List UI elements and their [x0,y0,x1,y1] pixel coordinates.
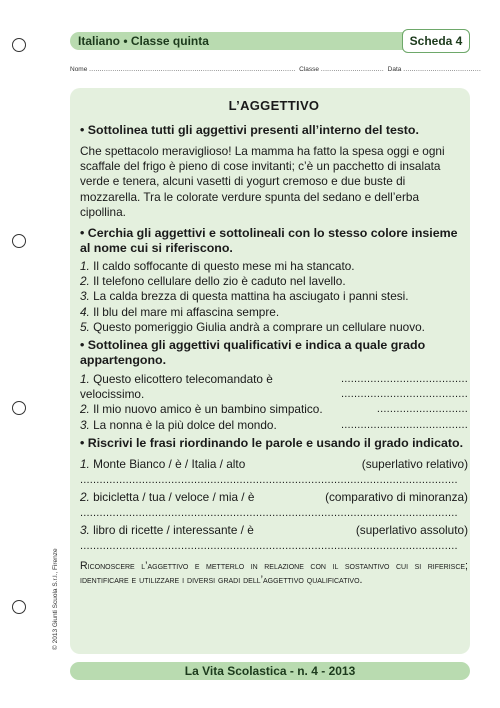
list-item: 1. Il caldo soffocante di questo mese mi ha stancato. [80,259,355,274]
exercise-2-instruction: • Cerchia gli aggettivi e sottolineali con lo stesso colore insieme al nome cui si riferiscono. [80,226,458,256]
list-item: 1. Monte Bianco / è / Italia / alto (superlativo relativo) [80,456,468,471]
list-item: 3. libro di ricette / interessante / è (superlativo assoluto) [80,523,468,538]
answer-line[interactable]: .................................................................................................................... [80,540,458,553]
class-label: Classe [299,66,320,73]
answer-line[interactable]: ....................................... [341,418,468,431]
class-field[interactable]: .............................. [320,66,385,73]
exercise-3-list [80,372,468,433]
name-label: Nome [70,66,88,73]
list-item: 3. La nonna è la più dolce del mondo. ....................................... [80,417,468,432]
name-field[interactable]: .................................................................................................. [89,66,296,73]
list-item: 4. Il blu del mare mi affascina sempre. [80,304,280,319]
date-field[interactable]: ..................................... [403,66,482,73]
student-fields [70,66,482,73]
list-item: 1. Questo elicottero telecomandato è ....................................... [80,372,468,387]
list-item: 2. Il mio nuovo amico è un bambino simpatico. ............................ [80,402,468,417]
header-bar [70,32,470,50]
header-title: Italiano • Classe quinta [78,34,209,48]
exercise-4-list [80,457,468,553]
answer-line[interactable]: ............................ [376,403,468,416]
answer-line[interactable]: .................................................................................................................... [80,507,458,520]
sheet-tab: Scheda 4 [402,29,470,53]
exercise-4-instruction: • Riscrivi le frasi riordinando le parole e usando il grado indicato. [80,435,464,450]
answer-line[interactable]: .................................................................................................................... [80,474,458,487]
copyright-credit: © 2013 Giunti Scuola S.r.l., Firenze [52,548,59,650]
worksheet-content [80,92,468,587]
binder-hole [12,234,26,248]
list-item: 5. Questo pomeriggio Giulia andrà a comprare un cellulare nuovo. [80,319,425,334]
binder-hole [12,38,26,52]
list-item: 2. bicicletta / tua / veloce / mia / è (comparativo di minoranza) [80,490,468,505]
exercise-1-instruction: • Sottolinea tutti gli aggettivi presenti all’interno del testo. [80,123,419,137]
binder-hole [12,401,26,415]
answer-line[interactable]: ....................................... [341,388,468,401]
exercise-1-text: Che spettacolo meraviglioso! La mamma ha fatto la spesa oggi e ogni scaffale del frigo è pieno di cose invitanti; c’è un pacchetto di insalata verde e tenera, alcuni vasetti di yogurt cremoso e due buste di mozzarella. Tra le colorate verdure spunta del sedano e dell’erba cipollina. [80,144,445,219]
date-label: Data [387,66,402,73]
learning-objective: Riconoscere l’aggettivo e metterlo in relazione con il sostantivo cui si riferisce; identificare e utilizzare i diversi gradi dell’aggettivo qualificativo. [80,560,468,586]
page-title: L’AGGETTIVO [228,98,320,113]
list-item: 3. La calda brezza di questa mattina ha asciugato i panni stesi. [80,289,409,304]
binder-hole [12,600,26,614]
exercise-2-list [80,259,468,335]
exercise-3-instruction: • Sottolinea gli aggettivi qualificativi e indica a quale grado appartengono. [80,338,426,368]
footer-bar: La Vita Scolastica - n. 4 - 2013 [70,662,470,680]
list-item: 2. Il telefono cellulare dello zio è caduto nel lavello. [80,274,346,289]
answer-line[interactable]: ....................................... [341,373,468,386]
list-item: velocissimo. ....................................... [80,387,468,402]
